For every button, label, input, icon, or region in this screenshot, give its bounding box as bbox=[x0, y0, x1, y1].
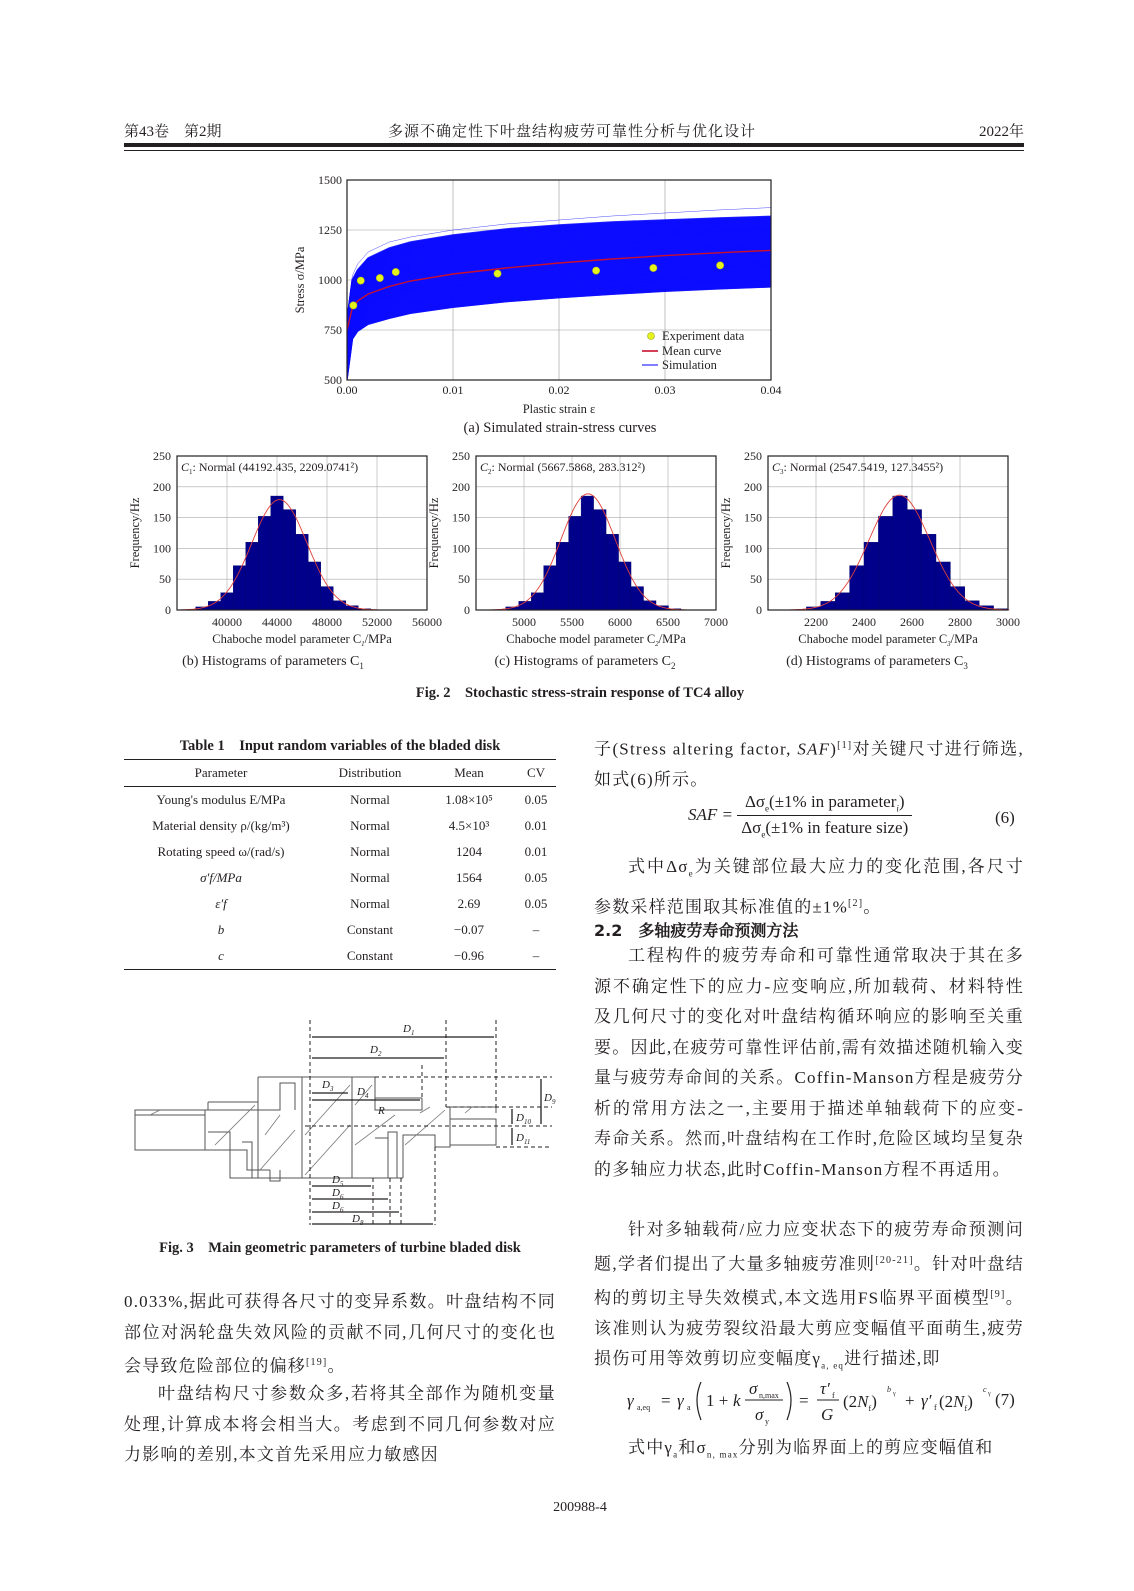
svg-text:f: f bbox=[934, 1403, 937, 1412]
eq6-numerator: $\Delta\sigma_e(\pm 1\%$ in parameter$_i$) bbox=[737, 792, 912, 816]
x-axis-label: Plastic strain ε bbox=[522, 402, 596, 416]
svg-text:(2Nf): $(2N_f)$ bbox=[939, 1392, 973, 1413]
svg-text:y: y bbox=[765, 1417, 769, 1426]
histogram-bar bbox=[581, 496, 593, 610]
y-tick-label: 1000 bbox=[318, 273, 342, 287]
saf-term: SAF bbox=[797, 739, 831, 759]
y-axis-label: Frequency/Hz bbox=[719, 497, 733, 569]
svg-text:k: k bbox=[733, 1391, 741, 1410]
col-header-cv: CV bbox=[516, 760, 556, 787]
legend bbox=[642, 329, 745, 372]
x-tick-labels bbox=[337, 383, 782, 397]
x-tick-label: 5500 bbox=[560, 615, 584, 629]
right-p1-text-b: ) bbox=[830, 739, 838, 759]
histogram-bar bbox=[878, 516, 892, 610]
right-p2-sub: e bbox=[688, 868, 694, 879]
eq6-denominator: $\Delta\sigma_e(\pm 1\%$ in feature size) bbox=[741, 818, 909, 840]
y-tick-label: 0 bbox=[165, 603, 171, 617]
table-row bbox=[124, 891, 556, 917]
figure3-caption: Fig. 3 Main geometric parameters of turbine bladed disk bbox=[159, 1240, 521, 1256]
cell-parameter: σ′f/MPa bbox=[200, 870, 242, 885]
svg-text:σ: σ bbox=[749, 1379, 758, 1398]
citation-1: [1] bbox=[837, 740, 853, 751]
experiment-data-point bbox=[350, 302, 357, 309]
experiment-data-point bbox=[717, 262, 724, 269]
y-tick-label: 200 bbox=[744, 479, 762, 494]
histogram-bar bbox=[850, 566, 864, 610]
right-p4-text-b: 。针对叶盘结构的剪切主导失效模式,本文选用FS临界平面模型 bbox=[594, 1254, 1024, 1308]
equation-6 bbox=[688, 792, 912, 840]
svg-text:n,max: n,max bbox=[759, 1391, 779, 1400]
x-tick-label: 6500 bbox=[656, 615, 680, 629]
svg-text:G: G bbox=[821, 1405, 834, 1424]
y-tick-label: 50 bbox=[750, 572, 762, 587]
histogram-bar bbox=[619, 562, 631, 610]
page-number: 200988-4 bbox=[553, 1500, 607, 1515]
col-header-mean: Mean bbox=[422, 760, 516, 787]
x-tick-label: 56000 bbox=[412, 615, 442, 629]
legend-experiment-marker bbox=[648, 333, 655, 340]
svg-text:c: c bbox=[983, 1385, 987, 1394]
y-tick-label: 250 bbox=[744, 449, 762, 463]
table-row bbox=[124, 813, 556, 839]
cell-distribution: Normal bbox=[350, 844, 390, 859]
histogram-bar bbox=[922, 534, 936, 610]
histogram-bar bbox=[569, 516, 581, 610]
histogram-bar bbox=[556, 542, 568, 610]
svg-text:γ: γ bbox=[893, 1391, 896, 1397]
experiment-data-point bbox=[494, 270, 501, 277]
x-tick-label: 40000 bbox=[212, 615, 242, 629]
cell-distribution: Constant bbox=[318, 943, 422, 970]
y-tick-label: 50 bbox=[458, 572, 470, 587]
cell-parameter: ε′f bbox=[215, 896, 227, 911]
subcaption-d-sub: 3 bbox=[963, 660, 968, 671]
distribution-annotation: $C_3$: Normal (2547.5419, 127.3455²) bbox=[772, 460, 944, 476]
histogram-bar bbox=[296, 534, 309, 610]
table-row bbox=[124, 917, 556, 943]
x-tick-label: 5000 bbox=[512, 615, 536, 629]
y-tick-label: 200 bbox=[452, 479, 470, 494]
experiment-data-point bbox=[357, 277, 364, 284]
dimension-arrows bbox=[312, 1037, 541, 1224]
cell-cv: 0.01 bbox=[524, 844, 548, 859]
cell-mean: 4.5×10³ bbox=[448, 818, 490, 833]
subcaption-b-text: (b) Histograms of parameters C bbox=[182, 654, 360, 669]
x-axis-label: Chaboche model parameter $C_2$/MPa bbox=[506, 632, 686, 648]
histogram-bar bbox=[864, 542, 878, 610]
col-header-distribution: Distribution bbox=[318, 760, 422, 787]
cell-distribution: Constant bbox=[346, 922, 394, 937]
equation-6-number: (6) bbox=[995, 808, 1015, 827]
histogram-bar bbox=[631, 587, 643, 610]
y-tick-label: 1500 bbox=[318, 173, 342, 187]
y-tick-label: 250 bbox=[153, 449, 171, 463]
y-tick-label: 150 bbox=[744, 510, 762, 525]
right-p4-text-a: 针对多轴载荷/应力应变状态下的疲劳寿命预测问题,学者们提出了大量多轴疲劳准则 bbox=[594, 1220, 1024, 1274]
citation-19: [19] bbox=[306, 1357, 328, 1368]
label-r: R bbox=[378, 1105, 385, 1117]
svg-text:(2Nf): $(2N_f)$ bbox=[843, 1392, 877, 1413]
svg-text:γ: γ bbox=[677, 1391, 684, 1410]
y-tick-label: 1250 bbox=[318, 223, 342, 237]
histogram-bar bbox=[950, 587, 964, 610]
y-tick-label: 0 bbox=[464, 603, 470, 617]
cell-cv: 0.05 bbox=[524, 896, 548, 911]
right-paragraph-3: 工程构件的疲劳寿命和可靠性通常取决于其在多源不确定性下的应力-应变响应,所加载荷、材料特性及几何尺寸的变化对叶盘结构循环响应的影响至关重要。因此,在疲劳可靠性评估前,需有效描述随机输入变量与疲劳寿命间的关系。Coffin-Manson方程是疲劳分析的常用方法之一,主要用于描述单轴载荷下的应变-寿命关系。然而,叶盘结构在工作时,危险区域均呈复杂的多轴应力状态,此时Coffin-Manson方程不再适用。 bbox=[594, 946, 1024, 1179]
svg-text:f: f bbox=[832, 1391, 835, 1400]
table-row bbox=[124, 839, 556, 865]
right-p5-sub2: n, max bbox=[706, 1449, 739, 1460]
label-d5: $D_5$ bbox=[332, 1174, 344, 1188]
cell-distribution: Normal bbox=[350, 792, 390, 807]
histogram-bar bbox=[321, 587, 334, 610]
table1-title: Table 1 Input random variables of the bladed disk bbox=[179, 738, 501, 754]
right-p1-text-c: 对关键尺寸进行筛选,如式(6)所示。 bbox=[594, 739, 1025, 790]
table-row bbox=[124, 865, 556, 891]
subcaption-b bbox=[128, 654, 418, 671]
x-tick-label: 52000 bbox=[362, 615, 392, 629]
cell-cv: 0.05 bbox=[524, 870, 548, 885]
citation-20-21: [20-21] bbox=[875, 1254, 914, 1266]
bladed-disk-diagram bbox=[120, 995, 560, 1230]
histogram-bar bbox=[606, 534, 618, 610]
y-tick-label: 250 bbox=[452, 449, 470, 463]
cell-mean: −0.07 bbox=[453, 922, 485, 937]
y-tick-labels bbox=[318, 173, 342, 387]
histogram-bar bbox=[283, 510, 296, 610]
eq6-lhs: SAF = bbox=[688, 804, 733, 824]
subcaption-a: (a) Simulated strain-stress curves bbox=[463, 420, 657, 436]
subcaption-b-sub: 1 bbox=[359, 660, 364, 671]
histogram-bar bbox=[258, 516, 271, 610]
subcaption-c bbox=[440, 654, 730, 671]
right-paragraph-5 bbox=[594, 1433, 1024, 1470]
figure2-caption: Fig. 2 Stochastic stress-strain response of TC4 alloy bbox=[415, 685, 745, 701]
svg-text:1 +: 1 + bbox=[706, 1391, 729, 1410]
section-2-2-heading: 2.2 多轴疲劳寿命预测方法 bbox=[594, 921, 799, 940]
y-tick-label: 500 bbox=[324, 373, 342, 387]
legend-mean-label: Mean curve bbox=[662, 344, 722, 358]
svg-text:γ′: γ′ bbox=[921, 1391, 932, 1410]
equation-7-number: (7) bbox=[995, 1390, 1015, 1409]
subcaption-c-sub: 2 bbox=[671, 660, 676, 671]
label-d4: $D_4$ bbox=[357, 1086, 369, 1100]
x-tick-label: 6000 bbox=[608, 615, 632, 629]
y-tick-label: 0 bbox=[756, 603, 762, 617]
label-d6: $D_6$ bbox=[332, 1187, 344, 1201]
histogram-c1 bbox=[122, 448, 442, 648]
cell-parameter: Young's modulus E/MPa bbox=[156, 792, 286, 807]
eq6-fraction bbox=[737, 792, 912, 840]
svg-text:=: = bbox=[661, 1391, 671, 1410]
left-p1-text: 0.033%,据此可获得各尺寸的变异系数。叶盘结构不同部位对涡轮盘失效风险的贡献不同,几何尺寸的变化也会导致危险部位的偏移 bbox=[124, 1292, 556, 1376]
cell-distribution: Normal bbox=[350, 896, 390, 911]
y-tick-label: 100 bbox=[153, 541, 171, 556]
left-p1-end: 。 bbox=[327, 1356, 346, 1376]
x-tick-label: 0.00 bbox=[336, 383, 358, 397]
journal-volume-issue: 第43卷 第2期 bbox=[124, 124, 222, 140]
svg-text:a: a bbox=[687, 1403, 691, 1412]
header-rule-thin bbox=[124, 150, 1024, 151]
right-p4-text-d: 进行描述,即 bbox=[844, 1349, 941, 1369]
left-paragraph-2: 叶盘结构尺寸参数众多,若将其全部作为随机变量处理,计算成本将会相当大。考虑到不同几何参数对应力影响的差别,本文首先采用应力敏感因 bbox=[124, 1384, 556, 1464]
equation-7 bbox=[625, 1370, 1025, 1430]
cell-parameter: Rotating speed ω/(rad/s) bbox=[157, 844, 285, 859]
svg-text:a,eq: a,eq bbox=[637, 1403, 651, 1412]
label-d9: $D_9$ bbox=[544, 1092, 556, 1106]
cell-mean: −0.96 bbox=[422, 943, 516, 970]
table-row bbox=[124, 943, 556, 970]
x-tick-label: 0.01 bbox=[442, 383, 464, 397]
cell-cv: 0.01 bbox=[524, 818, 548, 833]
x-tick-label: 7000 bbox=[704, 615, 728, 629]
x-tick-label: 0.03 bbox=[654, 383, 676, 397]
right-p4-sub: a, eq bbox=[821, 1360, 845, 1371]
y-tick-label: 750 bbox=[324, 323, 342, 337]
table1 bbox=[124, 759, 556, 970]
x-tick-label: 2600 bbox=[900, 615, 924, 629]
label-d11: $D_{11}$ bbox=[516, 1132, 531, 1146]
histogram-bar bbox=[308, 562, 321, 610]
cell-parameter: Material density ρ/(kg/m³) bbox=[152, 818, 290, 833]
svg-text:=: = bbox=[799, 1391, 809, 1410]
svg-text:+: + bbox=[905, 1391, 915, 1410]
stress-strain-chart bbox=[280, 165, 800, 440]
right-p5-text-c: 分别为临界面上的剪应变幅值和 bbox=[738, 1438, 994, 1457]
svg-text:b: b bbox=[887, 1385, 891, 1394]
label-d8: $D_8$ bbox=[352, 1213, 364, 1227]
subcaption-d bbox=[732, 654, 1022, 671]
histogram-bar bbox=[893, 496, 907, 610]
label-d1: $D_1$ bbox=[403, 1023, 415, 1037]
cell-cv: 0.05 bbox=[524, 792, 548, 807]
histogram-bar bbox=[907, 510, 921, 610]
cell-mean: 1564 bbox=[456, 870, 482, 885]
cell-mean: 1.08×10⁵ bbox=[445, 792, 493, 807]
subcaption-d-text: (d) Histograms of parameters C bbox=[786, 654, 964, 669]
citation-9: [9] bbox=[990, 1288, 1006, 1300]
right-p5-text-a: 式中γ bbox=[628, 1438, 674, 1457]
y-tick-label: 100 bbox=[744, 541, 762, 556]
citation-2: [2] bbox=[848, 897, 864, 909]
right-p2-text-b: 为关键部位最大应力的变化范围,各尺寸参数采样范围取其标准值的±1% bbox=[594, 857, 1024, 917]
distribution-annotation: $C_2$: Normal (5667.5868, 283.312²) bbox=[480, 460, 646, 476]
cell-mean: 1204 bbox=[456, 844, 482, 859]
y-tick-label: 150 bbox=[452, 510, 470, 525]
left-paragraph-1 bbox=[124, 1287, 556, 1382]
x-tick-label: 3000 bbox=[996, 615, 1020, 629]
y-axis-label: Stress σ/MPa bbox=[293, 246, 307, 314]
experiment-data-point bbox=[593, 267, 600, 274]
right-p4-text-c: 。该准则认为疲劳裂纹沿最大剪应变幅值平面萌生,疲劳损伤可用等效剪切应变幅度γ bbox=[594, 1288, 1024, 1369]
cell-cv: – bbox=[532, 922, 540, 937]
right-paragraph-4 bbox=[594, 1215, 1024, 1381]
label-d10: $D_{10}$ bbox=[516, 1112, 531, 1126]
right-p5-text-b: 和σ bbox=[678, 1438, 707, 1457]
svg-text:τ′: τ′ bbox=[820, 1379, 830, 1398]
distribution-annotation: $C_1$: Normal (44192.435, 2209.0741²) bbox=[181, 460, 359, 476]
right-p2-end: 。 bbox=[863, 897, 882, 917]
legend-simulation-label: Simulation bbox=[662, 358, 717, 372]
x-tick-label: 44000 bbox=[262, 615, 292, 629]
histogram-bar bbox=[644, 601, 656, 610]
y-tick-label: 200 bbox=[153, 479, 171, 494]
x-tick-label: 2400 bbox=[852, 615, 876, 629]
label-d2: $D_2$ bbox=[370, 1044, 382, 1058]
experiment-data-point bbox=[650, 264, 657, 271]
journal-year: 2022年 bbox=[978, 124, 1024, 140]
y-tick-label: 50 bbox=[159, 572, 171, 587]
histogram-c3 bbox=[708, 448, 1020, 648]
y-axis-label: Frequency/Hz bbox=[128, 497, 142, 569]
right-paragraph-1 bbox=[594, 731, 1024, 796]
svg-text:γ: γ bbox=[627, 1391, 634, 1410]
cell-mean: 2.69 bbox=[457, 896, 481, 911]
hatch-lines bbox=[150, 1085, 472, 1175]
histogram-bar bbox=[544, 566, 556, 610]
right-paragraph-2 bbox=[594, 852, 1024, 923]
header-rule-thick bbox=[124, 143, 1024, 147]
svg-text:γ: γ bbox=[988, 1391, 991, 1397]
right-p5-sub1: a bbox=[673, 1449, 679, 1460]
cell-cv: – bbox=[516, 943, 556, 970]
x-tick-label: 2200 bbox=[804, 615, 828, 629]
subcaption-c-text: (c) Histograms of parameters C bbox=[494, 654, 671, 669]
x-tick-label: 2800 bbox=[948, 615, 972, 629]
x-tick-label: 48000 bbox=[312, 615, 342, 629]
running-title: 多源不确定性下叶盘结构疲劳可靠性分析与优化设计 bbox=[388, 124, 757, 140]
experiment-data-point bbox=[376, 274, 383, 281]
col-header-parameter: Parameter bbox=[124, 760, 318, 787]
x-axis-label: Chaboche model parameter $C_1$/MPa bbox=[212, 632, 392, 648]
cell-distribution: Normal bbox=[350, 818, 390, 833]
y-axis-label: Frequency/Hz bbox=[427, 497, 441, 569]
histogram-bar bbox=[233, 566, 246, 610]
experiment-data-point bbox=[392, 268, 399, 275]
histogram-bar bbox=[594, 510, 606, 610]
cell-parameter: c bbox=[124, 943, 318, 970]
svg-text:σ: σ bbox=[755, 1405, 764, 1424]
label-d7: $D_6$ bbox=[332, 1200, 344, 1214]
cell-distribution: Normal bbox=[350, 870, 390, 885]
y-tick-label: 150 bbox=[153, 510, 171, 525]
histogram-c2 bbox=[416, 448, 728, 648]
label-d3: $D_3$ bbox=[322, 1079, 334, 1093]
cell-parameter: b bbox=[217, 922, 225, 937]
right-p2-text-a: 式中Δσ bbox=[628, 857, 689, 876]
table-row bbox=[124, 787, 556, 814]
x-axis-label: Chaboche model parameter $C_3$/MPa bbox=[798, 632, 978, 648]
histogram-bar bbox=[221, 593, 234, 610]
right-p1-text-a: 子(Stress altering factor, bbox=[594, 739, 798, 759]
x-tick-label: 0.02 bbox=[548, 383, 570, 397]
legend-experiment-label: Experiment data bbox=[662, 329, 745, 343]
y-tick-label: 100 bbox=[452, 541, 470, 556]
x-tick-label: 0.04 bbox=[760, 383, 782, 397]
table-header-row bbox=[124, 760, 556, 787]
histogram-bar bbox=[333, 601, 346, 610]
histogram-bar bbox=[271, 496, 284, 610]
